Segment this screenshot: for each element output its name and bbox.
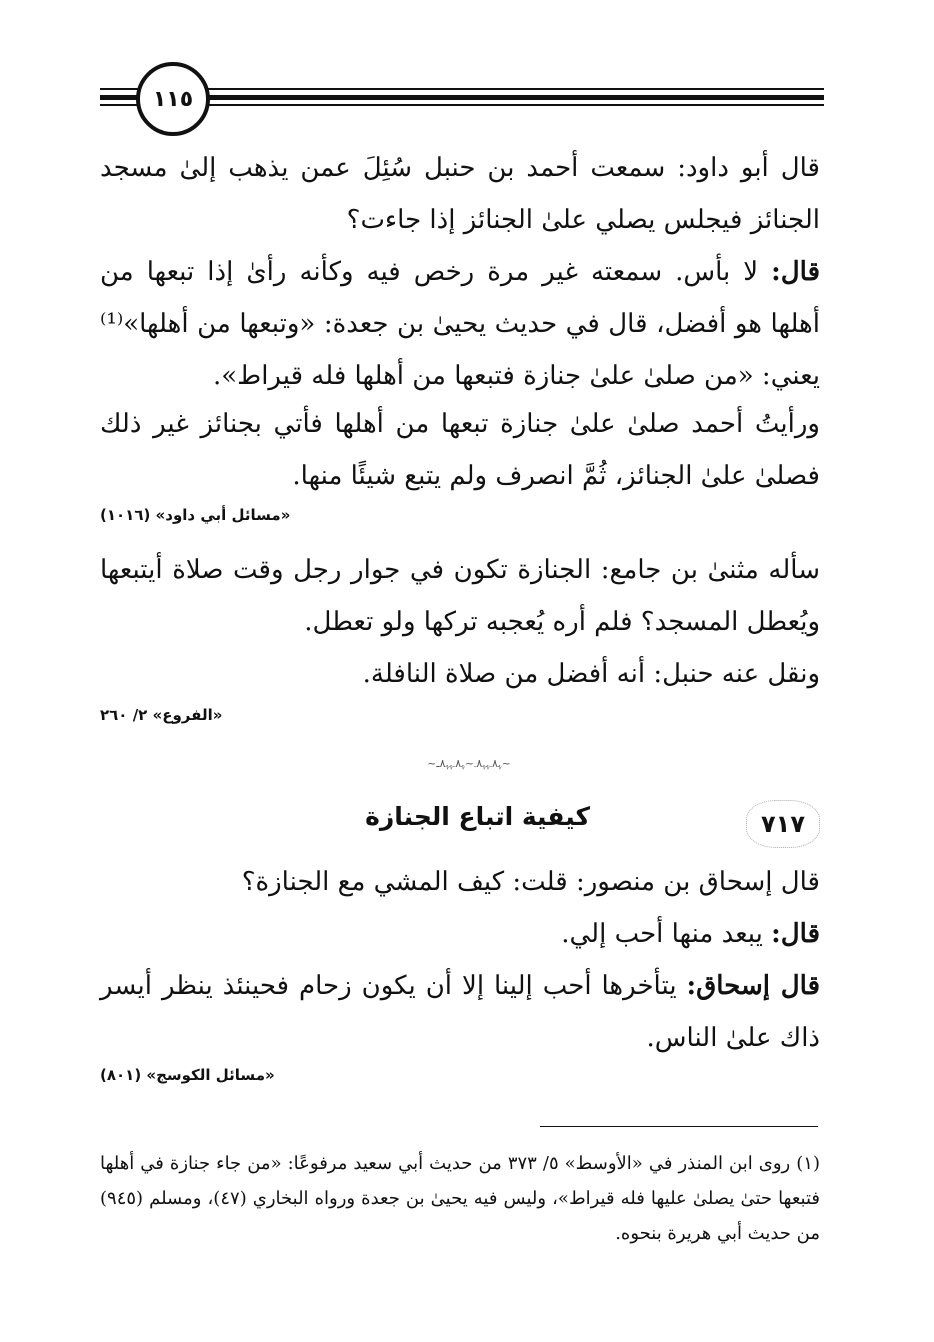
paragraph-text: يتأخرها أحب إلينا إلا أن يكون زحام فحينئذ ينظر أيسر ذاك علىٰ الناس. [100, 971, 820, 1053]
speaker-label: قال: [771, 919, 820, 949]
paragraph-text: يبعد منها أحب إلي. [561, 919, 772, 949]
footnote-text: روى ابن المنذر في «الأوسط» ٥/ ٣٧٣ من حديث أبي سعيد مرفوعًا: «من جاء جنازة في أهلها فتبعها حتىٰ يصلىٰ عليها فله قيراط»، وليس فيه يحيىٰ بن جعدة ورواه البخاري (٤٧)، ومسلم (٩٤٥) من حديث أبي هريرة بنحوه. [100, 1153, 821, 1244]
header-rule [195, 104, 824, 106]
footnote-rule [540, 1126, 818, 1127]
paragraph [100, 960, 820, 1064]
header-rule [100, 104, 140, 106]
paragraph [100, 246, 820, 402]
source-citation: «مسائل الكوسج» (٨٠١) [100, 1066, 275, 1084]
header-rule [100, 95, 140, 100]
paragraph [100, 908, 820, 960]
paragraph [100, 648, 820, 700]
speaker-label: قال: [771, 257, 820, 287]
section-heading [100, 800, 820, 850]
source-citation: «الفروع» ٢/ ٢٦٠ [100, 706, 223, 724]
header-rule [100, 88, 140, 90]
paragraph-text: ورأيتُ أحمد صلىٰ علىٰ جنازة تبعها من أهلها فأتي بجنائز غير ذلك فصلىٰ علىٰ الجنائز، ثُمَّ انصرف ولم يتبع شيئًا منها. [100, 409, 820, 491]
paragraph-text: ونقل عنه حنبل: أنه أفضل من صلاة النافلة. [362, 659, 820, 689]
paragraph-text: لا بأس. سمعته غير مرة رخص فيه وكأنه رأىٰ إذا تبعها من أهلها هو أفضل، قال في حديث يحيىٰ بن جعدة: «وتبعها من أهلها»⁽¹⁾ يعني: «من صلىٰ علىٰ جنازة فتبعها من أهلها فله قيراط». [100, 257, 820, 391]
paragraph [100, 544, 820, 648]
paragraph [100, 398, 820, 502]
section-number [746, 800, 820, 848]
paragraph [100, 856, 820, 908]
source-citation: «مسائل أبي داود» (١٠١٦) [100, 506, 291, 524]
paragraph-text: قال أبو داود: سمعت أحمد بن حنبل سُئِلَ عمن يذهب إلىٰ مسجد الجنائز فيجلس يصلي علىٰ الجنائز إذا جاءت؟ [100, 153, 820, 235]
page-number: ١١٥ [136, 62, 210, 136]
header-rule [195, 88, 824, 90]
section-number-text: ٧١٧ [761, 810, 805, 838]
speaker-label: قال إسحاق: [686, 971, 821, 1001]
footnote [100, 1146, 820, 1251]
paragraph-text: قال إسحاق بن منصور: قلت: كيف المشي مع الجنازة؟ [241, 867, 820, 897]
section-title: كيفية اتباع الجنازة [365, 802, 590, 831]
header-rule [195, 95, 824, 100]
paragraph-text: سأله مثنىٰ بن جامع: الجنازة تكون في جوار رجل وقت صلاة أيتبعها ويُعطل المسجد؟ فلم أره يُعجبه تركها ولو تعطل. [100, 555, 820, 637]
section-number-frame [746, 800, 820, 848]
footnote-marker: (١) [796, 1153, 820, 1174]
paragraph [100, 142, 820, 246]
section-divider-ornament: ~ﮩ٨ـﮩﮩ٨ـ~ﮩ٨ـﮩﮩ٨ـ~ [427, 757, 511, 770]
